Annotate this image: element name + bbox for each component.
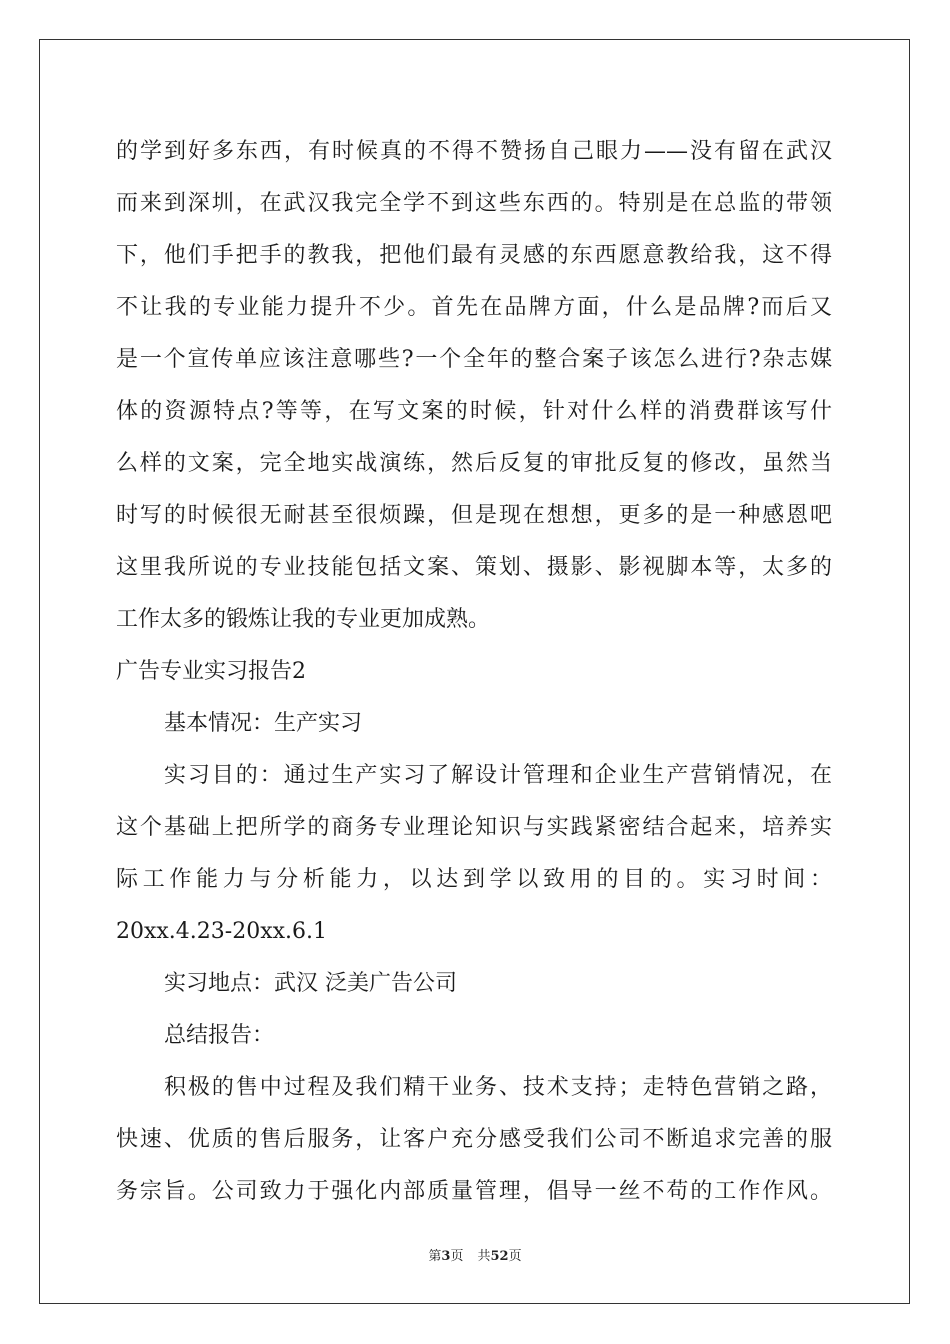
document-body [116, 126, 832, 1218]
text-line: 际工作能力与分析能力，以达到学以致用的目的。实习时间： [116, 867, 832, 892]
text-line: 时写的时候很无耐甚至很烦躁，但是现在想想，更多的是一种感恩吧 [116, 503, 832, 528]
section-title: 广告专业实习报告2 [116, 659, 306, 684]
page-footer [0, 1245, 950, 1264]
internship-location: 实习地点：武汉 泛美广告公司 [164, 971, 457, 996]
text-line: 务宗旨。公司致力于强化内部质量管理，倡导一丝不苟的工作作风。 [116, 1179, 832, 1204]
text-line: 20xx.4.23-20xx.6.1 [116, 919, 328, 944]
text-line: 是一个宣传单应该注意哪些?一个全年的整合案子该怎么进行?杂志媒 [116, 347, 832, 372]
text-line: 不让我的专业能力提升不少。首先在品牌方面，什么是品牌?而后又 [116, 295, 832, 320]
summary-heading: 总结报告： [164, 1023, 275, 1048]
page-suffix: 页 [450, 1249, 464, 1264]
total-pages: 52 [490, 1249, 509, 1264]
text-line: 实习目的：通过生产实习了解设计管理和企业生产营销情况，在 [164, 763, 832, 788]
basic-info: 基本情况：生产实习 [164, 711, 363, 736]
text-line: 而来到深圳，在武汉我完全学不到这些东西的。特别是在总监的带领 [116, 191, 832, 216]
total-prefix: 共 [477, 1249, 491, 1264]
text-line: 这里我所说的专业技能包括文案、策划、摄影、影视脚本等，太多的 [116, 555, 832, 580]
total-suffix: 页 [508, 1249, 522, 1264]
text-line: 的学到好多东西，有时候真的不得不赞扬自己眼力——没有留在武汉 [116, 139, 832, 164]
text-line: 体的资源特点?等等，在写文案的时候，针对什么样的消费群该写什 [116, 399, 832, 424]
text-line: 么样的文案，完全地实战演练，然后反复的审批反复的修改，虽然当 [116, 451, 832, 476]
text-line: 这个基础上把所学的商务专业理论知识与实践紧密结合起来，培养实 [116, 815, 832, 840]
text-line: 工作太多的锻炼让我的专业更加成熟。 [116, 607, 491, 632]
text-line: 快速、优质的售后服务，让客户充分感受我们公司不断追求完善的服 [116, 1127, 832, 1152]
text-line: 积极的售中过程及我们精干业务、技术支持；走特色营销之路， [164, 1075, 832, 1100]
page-prefix: 第 [428, 1249, 442, 1264]
text-line: 下，他们手把手的教我，把他们最有灵感的东西愿意教给我，这不得 [116, 243, 832, 268]
page-number: 3 [441, 1249, 451, 1264]
